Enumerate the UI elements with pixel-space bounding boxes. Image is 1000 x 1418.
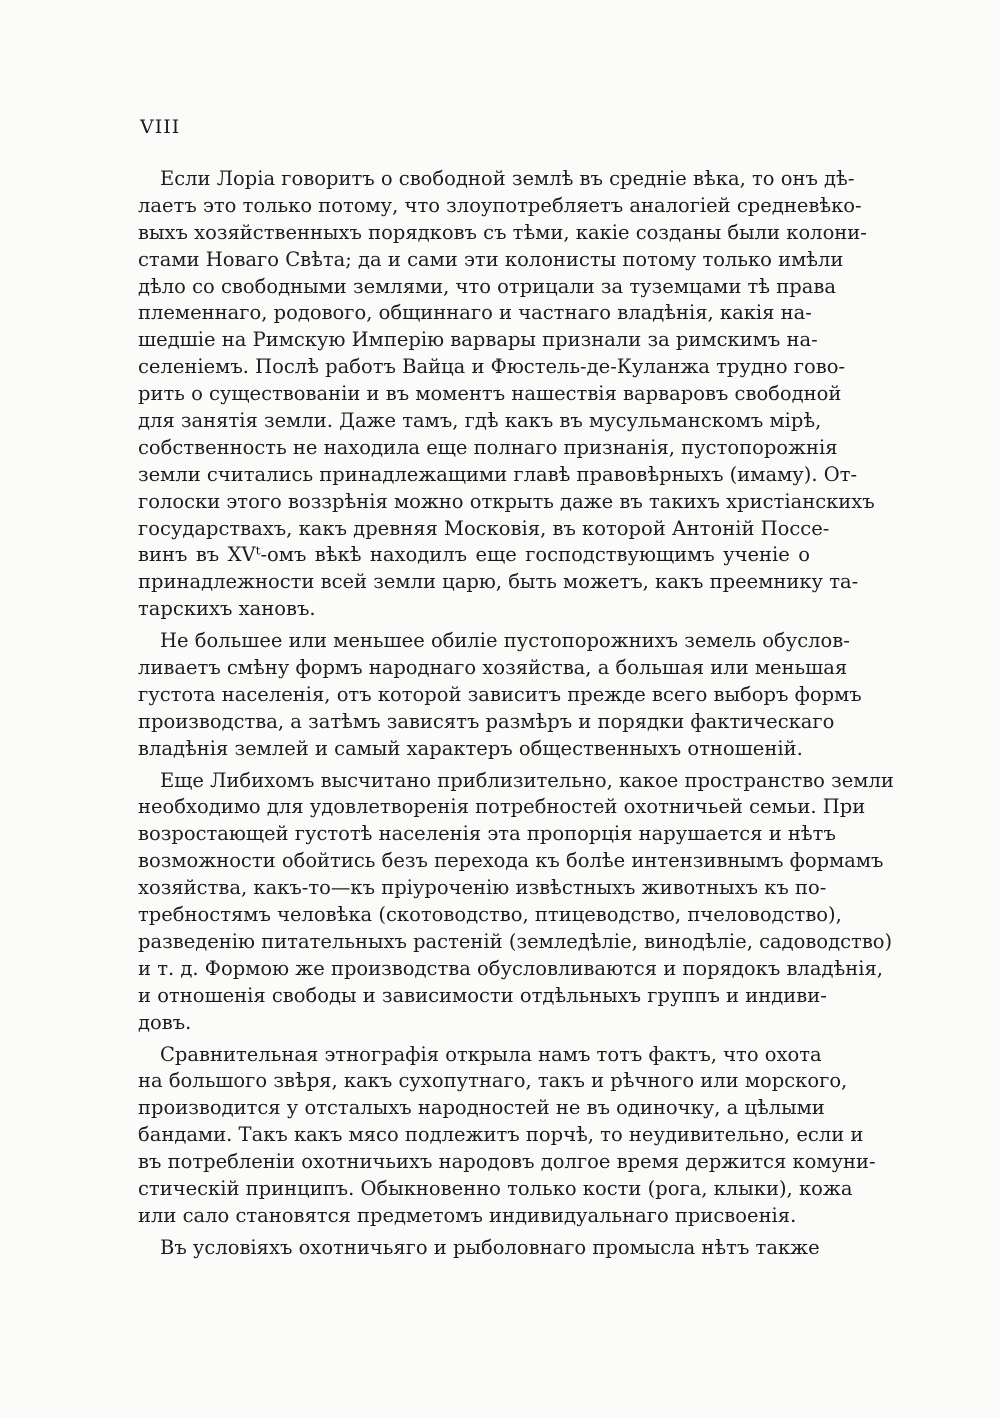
- text-line: на большого звѣря, какъ сухопутнаго, такъ и рѣчного или морского,: [138, 1069, 848, 1093]
- text-line: Еще Либихомъ высчитано приблизительно, какое пространство земли: [160, 768, 894, 792]
- text-line: шедшіе на Римскую Имперію варвары признали за римскимъ на-: [138, 328, 818, 352]
- text-line: въ потребленіи охотничьихъ народовъ долгое время держится комуни-: [138, 1150, 876, 1174]
- text-line: возростающей густотѣ населенія эта пропорція нарушается и нѣтъ: [138, 822, 836, 846]
- text-line: возможности обойтись безъ перехода къ болѣе интензивнымъ формамъ: [138, 849, 884, 873]
- text-line: бандами. Такъ какъ мясо подлежитъ порчѣ, то неудивительно, если и: [138, 1123, 864, 1147]
- text-line: густота населенія, отъ которой зависитъ прежде всего выборъ формъ: [138, 682, 862, 706]
- text-line: для занятія земли. Даже тамъ, гдѣ какъ въ мусульманскомъ мірѣ,: [138, 409, 822, 433]
- text-line: земли считались принадлежащими главѣ правовѣрныхъ (имаму). От-: [138, 462, 858, 486]
- text-line: Сравнительная этнографія открыла намъ тотъ фактъ, что охота: [160, 1042, 822, 1066]
- text-line: государствахъ, какъ древняя Московія, въ которой Антоній Поссе-: [138, 516, 830, 540]
- text-line: разведенію питательныхъ растеній (земледѣліе, винодѣліе, садоводство): [138, 929, 893, 953]
- text-line: Если Лоріа говоритъ о свободной землѣ въ средніе вѣка, то онъ дѣ-: [160, 167, 855, 190]
- text-line: производится у отсталыхъ народностей не въ одиночку, а цѣлыми: [138, 1096, 825, 1120]
- text-line: тарскихъ хановъ.: [138, 597, 316, 621]
- text-line: и отношенія свободы и зависимости отдѣльныхъ группъ и индиви-: [138, 983, 827, 1007]
- text-line: хозяйства, какъ-то—къ пріуроченію извѣстныхъ животныхъ къ по-: [138, 876, 827, 900]
- text-line: и т. д. Формою же производства обусловливаются и порядокъ владѣнія,: [138, 956, 883, 980]
- text-line: винъ въ XVᵗ-омъ вѣкѣ находилъ еще господствующимъ ученіе о: [138, 543, 810, 567]
- text-line: ливаетъ смѣну формъ народнаго хозяйства, а большая или меньшая: [138, 656, 848, 680]
- text-line: стическій принципъ. Обыкновенно только кости (рога, клыки), кожа: [138, 1176, 853, 1200]
- page-body-text: [138, 166, 894, 1267]
- text-line: довъ.: [138, 1010, 192, 1034]
- page-number: VIII: [140, 116, 181, 138]
- text-line: племеннаго, родового, общиннаго и частнаго владѣнія, какія на-: [138, 301, 812, 325]
- paragraph: [138, 628, 862, 762]
- text-line: требностямъ человѣка (скотоводство, птицеводство, пчеловодство),: [138, 903, 842, 927]
- text-line: лаетъ это только потому, что злоупотребляетъ аналогіей средневѣко-: [138, 193, 862, 217]
- paragraph: [138, 768, 894, 1037]
- text-line: необходимо для удовлетворенія потребностей охотничьей семьи. При: [138, 795, 866, 819]
- text-line: дѣло со свободными землями, что отрицали за туземцами тѣ права: [138, 274, 836, 298]
- text-line: собственность не находила еще полнаго признанія, пустопорожнія: [138, 435, 838, 459]
- text-line: голоски этого воззрѣнія можно открыть даже въ такихъ христіанскихъ: [138, 489, 875, 513]
- text-line: производства, а затѣмъ зависятъ размѣръ и порядки фактическаго: [138, 709, 835, 733]
- text-line: стами Новаго Свѣта; да и сами эти колонисты потому только имѣли: [138, 247, 844, 271]
- text-line: Не большее или меньшее обиліе пустопорожнихъ земель обуслов-: [160, 629, 850, 653]
- paragraph: [138, 1042, 876, 1230]
- text-line: рить о существованіи и въ моментъ нашествія варваровъ свободной: [138, 382, 842, 406]
- text-line: выхъ хозяйственныхъ порядковъ съ тѣми, какіе созданы были колони-: [138, 220, 867, 244]
- text-line: Въ условіяхъ охотничьяго и рыболовнаго промысла нѣтъ также: [160, 1235, 820, 1259]
- text-line: принадлежности всей земли царю, быть можетъ, какъ преемнику та-: [138, 570, 859, 594]
- text-line: владѣнія землей и самый характеръ общественныхъ отношеній.: [138, 736, 803, 760]
- paragraph: [138, 166, 875, 623]
- paragraph: [138, 1235, 820, 1262]
- text-line: селеніемъ. Послѣ работъ Вайца и Фюстель-де-Куланжа трудно гово-: [138, 355, 846, 379]
- text-line: или сало становятся предметомъ индивидуальнаго присвоенія.: [138, 1203, 797, 1227]
